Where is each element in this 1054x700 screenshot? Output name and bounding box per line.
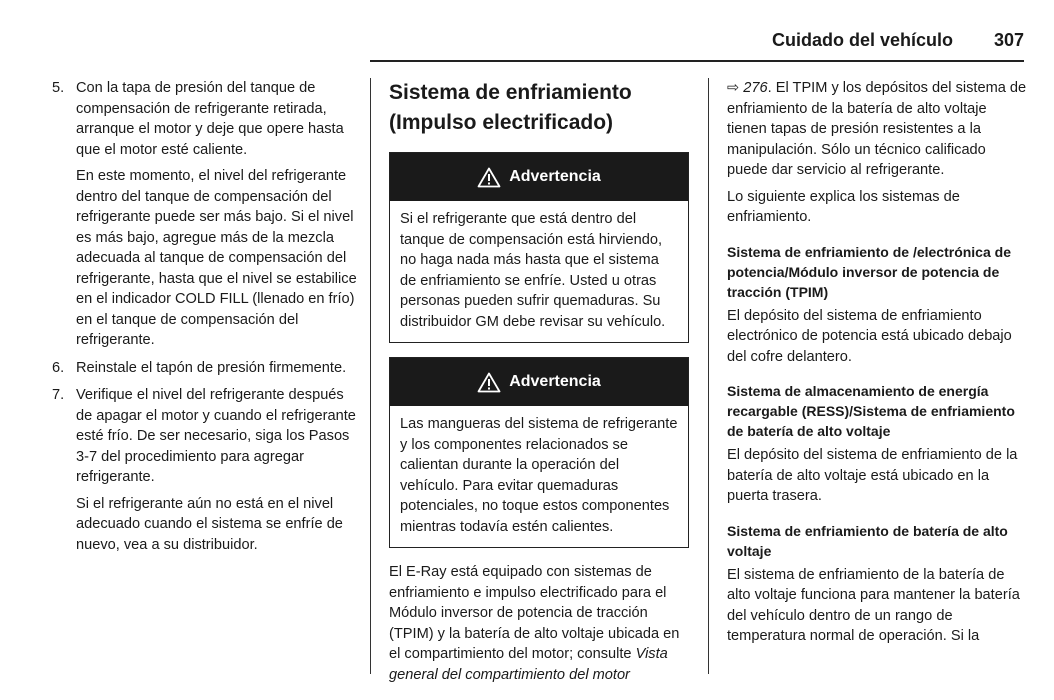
warning-box <box>389 357 689 548</box>
step-note: En este momento, el nivel del refrigerante dentro del tanque de compensación del refrigerante puede ser más bajo. Si el nivel es más bajo, agregue más de la mezcla adecuada al tanque de compensación del refrigerante, hasta que el nivel se estabilice en el indicador COLD FILL (llenado en frío) en el tanque de compensación del refrigerante. <box>76 168 357 348</box>
header-title: Cuidado del vehículo <box>772 30 954 50</box>
subheading-ress: Sistema de almacenamiento de energía recargable (RESS)/Sistema de enfriamiento de batería de alto voltaje <box>727 383 1015 439</box>
step-text: Con la tapa de presión del tanque de compensación de refrigerante retirada, arranque el motor y deje que opere hasta que el motor esté caliente. <box>76 80 344 158</box>
warning-icon <box>477 167 501 188</box>
subheading-tpim: Sistema de enfriamiento de /electrónica de potencia/Módulo inversor de potencia de tracción (TPIM) <box>727 243 1011 300</box>
step-text: Verifique el nivel del refrigerante después de apagar el motor y cuando el refrigerante esté frío. De ser necesario, siga los Pasos 3-7 del procedimiento para agregar refrigerante. <box>76 387 356 485</box>
warning-box <box>389 152 689 343</box>
step-note: Si el refrigerante aún no está en el nivel adecuado cuando el sistema se enfríe de nuevo, vea a su distribuidor. <box>76 495 343 553</box>
warning-header <box>390 358 688 406</box>
section-title: Sistema de enfriamiento (Impulso electrificado) <box>389 81 632 134</box>
step-number: 6. <box>52 359 65 376</box>
column-divider <box>708 78 709 674</box>
page-number: 307 <box>994 30 1025 50</box>
cross-reference-link[interactable]: Vista general del compartimiento del motor <box>389 646 668 683</box>
warning-text: Las mangueras del sistema de refrigerante y los componentes relacionados se calientan durante la operación del vehículo. Para evitar quemaduras potenciales, no toque estos componentes mientras todavía estén calientes. <box>400 416 678 535</box>
warning-icon <box>477 372 501 393</box>
subsection-text: El sistema de enfriamiento de la batería de alto voltaje funciona para mantener la batería del vehículo dentro de un rango de temperatura normal de operación. Si la <box>727 566 1020 644</box>
warning-label: Advertencia <box>509 372 601 390</box>
step-number: 7. <box>52 387 65 403</box>
intro-text: . El TPIM y los depósitos del sistema de enfriamiento de la batería de alto voltaje tienen tapas de presión resistentes a la manipulación. Sólo un técnico calificado puede dar servicio al refrigerante. <box>727 80 1027 178</box>
subsection-text: El depósito del sistema de enfriamiento electrónico de potencia está ubicado debajo del cofre delantero. <box>727 307 1012 365</box>
column-left <box>52 78 362 562</box>
column-middle <box>389 78 689 685</box>
subsection-text: El depósito del sistema de enfriamiento de la batería de alto voltaje está ubicado en la puerta trasera. <box>727 447 1018 504</box>
intro-paragraph-2: Lo siguiente explica los sistemas de enfriamiento. <box>727 188 960 225</box>
warning-text: Si el refrigerante que está dentro del tanque de compensación está hirviendo, no haga nada más hasta que el sistema de enfriamiento se enfríe. Usted u otras personas pueden sufrir quemaduras. Su distribuidor GM debe revisar su vehículo. <box>400 211 666 330</box>
warning-header <box>390 153 688 201</box>
page-header <box>0 0 1054 64</box>
header-rule <box>370 60 1024 62</box>
page-reference-link[interactable]: 276 <box>743 80 768 96</box>
body-paragraph <box>389 562 689 685</box>
warning-label: Advertencia <box>509 167 601 185</box>
body-text: El E-Ray está equipado con sistemas de enfriamiento e impulso electrificado para el Módulo inversor de potencia de tracción (TPIM) y la batería de alto voltaje ubicada en el compartimiento del motor; consulte <box>389 564 680 662</box>
step-text: Reinstale el tapón de presión firmemente. <box>76 359 347 376</box>
intro-paragraph <box>727 78 1027 181</box>
step-5 <box>52 78 362 351</box>
step-number: 5. <box>52 80 65 96</box>
step-7 <box>52 385 362 555</box>
reference-arrow-icon: ⇨ <box>727 80 740 96</box>
column-divider <box>370 78 371 674</box>
column-right <box>727 78 1027 647</box>
step-6 <box>52 358 362 379</box>
subheading-hv-battery: Sistema de enfriamiento de batería de alto voltaje <box>727 522 1008 559</box>
